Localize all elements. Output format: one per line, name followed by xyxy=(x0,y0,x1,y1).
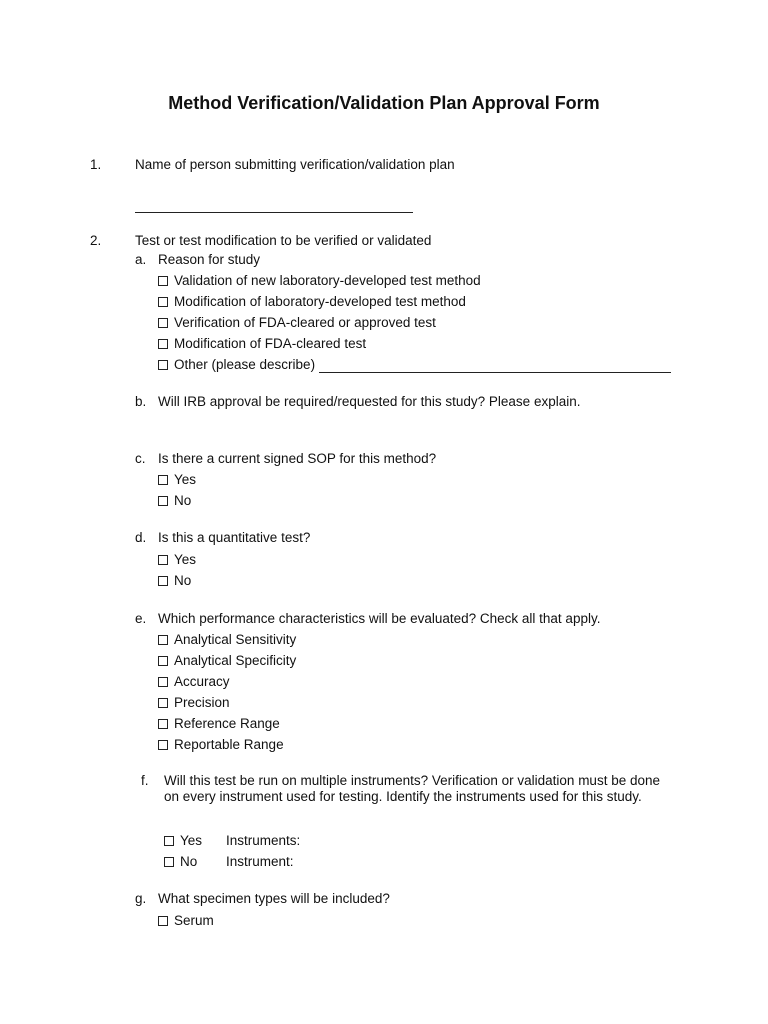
option-label: Serum xyxy=(174,913,214,928)
checkbox-icon xyxy=(158,555,168,565)
q2a-text: Reason for study xyxy=(158,252,261,267)
option-label: Precision xyxy=(174,695,230,710)
option-label: Modification of FDA-cleared test xyxy=(174,336,367,351)
option-label: Reportable Range xyxy=(174,737,284,752)
checkbox-multiple-instruments-no[interactable] xyxy=(164,854,197,870)
option-label: Other (please describe) xyxy=(174,357,316,372)
q2e-text: Which performance characteristics will be evaluated? Check all that apply. xyxy=(158,611,601,626)
q2g-letter: g. xyxy=(135,891,147,906)
option-label: No xyxy=(180,854,198,869)
option-label: Yes xyxy=(180,833,203,848)
q2c-text: Is there a current signed SOP for this method? xyxy=(158,451,437,466)
option-label: Validation of new laboratory-developed test method xyxy=(174,273,481,288)
q1-name-field[interactable] xyxy=(135,197,413,213)
checkbox-verification-fda[interactable] xyxy=(158,315,436,331)
q2g-text: What specimen types will be included? xyxy=(158,891,390,906)
option-label: No xyxy=(174,573,192,588)
checkbox-icon xyxy=(158,496,168,506)
checkbox-other[interactable] xyxy=(158,357,671,373)
checkbox-icon xyxy=(158,339,168,349)
checkbox-reportable-range[interactable] xyxy=(158,737,284,753)
option-label: Yes xyxy=(174,552,197,567)
q2f-letter: f. xyxy=(141,773,149,788)
checkbox-icon xyxy=(164,836,174,846)
checkbox-icon xyxy=(158,635,168,645)
q2d-letter: d. xyxy=(135,530,147,545)
checkbox-icon xyxy=(158,360,168,370)
checkbox-accuracy[interactable] xyxy=(158,674,230,690)
option-label: Accuracy xyxy=(174,674,230,689)
q2b-text: Will IRB approval be required/requested for this study? Please explain. xyxy=(158,394,581,409)
checkbox-icon xyxy=(164,857,174,867)
checkbox-icon xyxy=(158,719,168,729)
checkbox-analytical-specificity[interactable] xyxy=(158,653,296,669)
checkbox-icon xyxy=(158,318,168,328)
checkbox-icon xyxy=(158,656,168,666)
option-label: Analytical Sensitivity xyxy=(174,632,297,647)
checkbox-quantitative-yes[interactable] xyxy=(158,552,196,568)
checkbox-icon xyxy=(158,698,168,708)
instrument-field-label: Instrument: xyxy=(226,854,294,869)
checkbox-validation-new-ldt[interactable] xyxy=(158,273,481,289)
q1-text: Name of person submitting verification/validation plan xyxy=(135,157,455,172)
option-label: Yes xyxy=(174,472,197,487)
q2-number: 2. xyxy=(90,233,102,248)
q2e-letter: e. xyxy=(135,611,147,626)
other-description-field[interactable] xyxy=(319,360,671,373)
checkbox-precision[interactable] xyxy=(158,695,230,711)
checkbox-icon xyxy=(158,576,168,586)
q2c-letter: c. xyxy=(135,451,146,466)
checkbox-quantitative-no[interactable] xyxy=(158,573,191,589)
checkbox-icon xyxy=(158,276,168,286)
q2f-text: Will this test be run on multiple instruments? Verification or validation must be done on every instrument used for testing. Identify the instruments used for this study. xyxy=(164,773,660,805)
checkbox-modification-fda[interactable] xyxy=(158,336,366,352)
checkbox-icon xyxy=(158,740,168,750)
q2a-letter: a. xyxy=(135,252,147,267)
checkbox-serum[interactable] xyxy=(158,913,214,929)
q2b-letter: b. xyxy=(135,394,147,409)
checkbox-multiple-instruments-yes[interactable] xyxy=(164,833,202,849)
option-label: No xyxy=(174,493,192,508)
q2d-text: Is this a quantitative test? xyxy=(158,530,311,545)
checkbox-modification-ldt[interactable] xyxy=(158,294,466,310)
form-title: Method Verification/Validation Plan Approval Form xyxy=(168,93,600,113)
q1-number: 1. xyxy=(90,157,102,172)
checkbox-reference-range[interactable] xyxy=(158,716,280,732)
checkbox-sop-yes[interactable] xyxy=(158,472,196,488)
checkbox-analytical-sensitivity[interactable] xyxy=(158,632,296,648)
checkbox-icon xyxy=(158,916,168,926)
checkbox-icon xyxy=(158,677,168,687)
checkbox-icon xyxy=(158,475,168,485)
option-label: Analytical Specificity xyxy=(174,653,297,668)
option-label: Modification of laboratory-developed test method xyxy=(174,294,466,309)
checkbox-sop-no[interactable] xyxy=(158,493,191,509)
instruments-field-label: Instruments: xyxy=(226,833,301,848)
q2-text: Test or test modification to be verified or validated xyxy=(135,233,432,248)
option-label: Reference Range xyxy=(174,716,280,731)
option-label: Verification of FDA-cleared or approved test xyxy=(174,315,436,330)
checkbox-icon xyxy=(158,297,168,307)
